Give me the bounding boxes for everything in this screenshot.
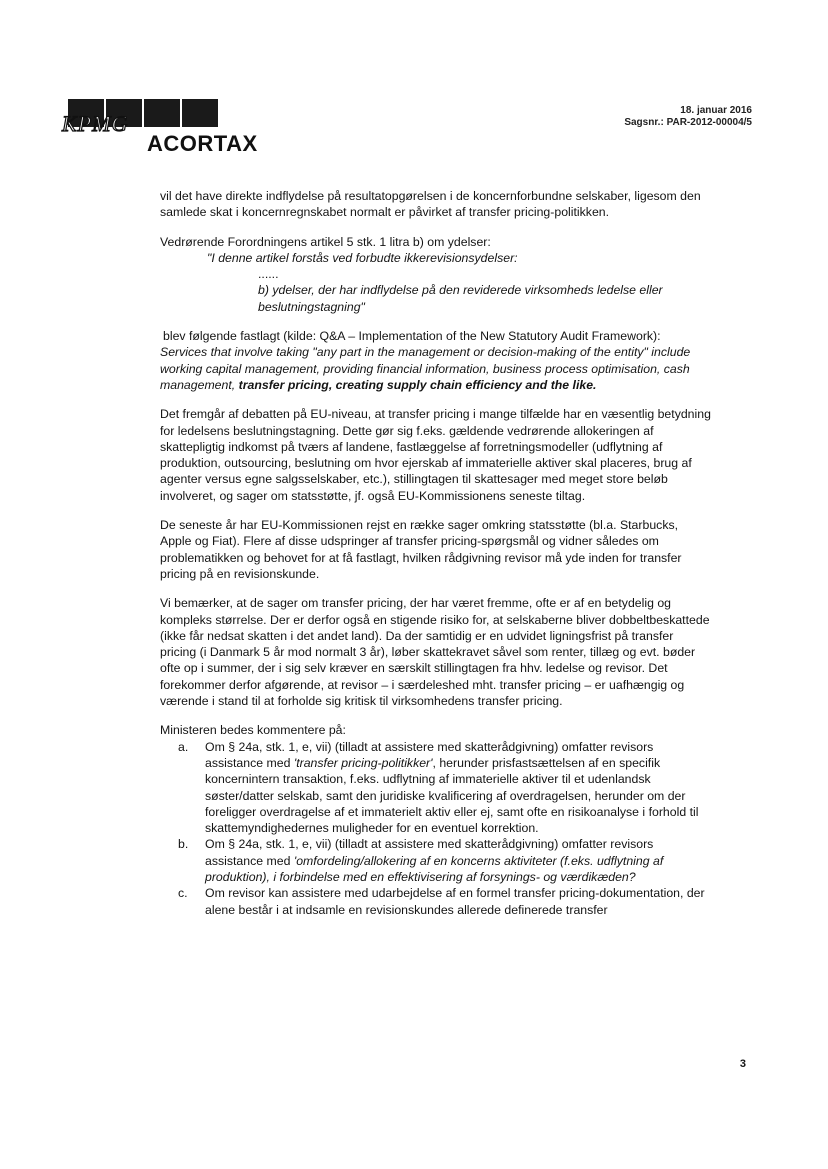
list-label-c: c. (178, 886, 188, 901)
list-label-b: b. (178, 837, 189, 852)
paragraph-3-quote (160, 344, 712, 393)
page-number: 3 (739, 1058, 746, 1070)
list-a-rest: , herunder prisfastsættelsen af en specifik koncernintern transaktion, f.eks. udflytning af immaterielle aktiver til et udenlandsk søster/datter selskab, samt den juridiske kvalificering af overdragelsen, herunder om der foreligger overdragelse af et immaterielt aktiv eller ej, samt ofte en risikoanalyse i forhold til skattemyndighedernes muligheder for en eventuel korrektion. (205, 755, 699, 836)
list-c-text: Om revisor kan assistere med udarbejdelse af en formel transfer pricing-dokumentation, der alene består i at indsamle en revisionskundes allerede definerede transfer (205, 886, 705, 917)
case-number: Sagsnr.: PAR-2012-00004/5 (624, 117, 752, 128)
document-meta (624, 105, 752, 129)
quote-english: Services that involve taking "any part in the management or decision-making of the entity" include working capital management, providing financial information, business process optimisation, cash management, (160, 345, 691, 392)
list-b-italic: 'omfordeling/allokering af en koncerns aktiviteter (f.eks. udflytning af produktion), i forbindelse med en effektivisering af forsynings- og værdikæden? (205, 853, 664, 884)
quote-intro: "I denne artikel forstås ved forbudte ikkerevisionsydelser: (207, 250, 518, 265)
list-a-italic: 'transfer pricing-politikker' (293, 755, 433, 770)
document-date: 18. januar 2016 (680, 105, 752, 116)
paragraph-5: De seneste år har EU-Kommissionen rejst en række sager omkring statsstøtte (bl.a. Starbucks, Apple og Fiat). Flere af disse udspringer af transfer pricing-spørgsmål og vidner således om problematikken og behovet for at få fastlagt, hvilken rådgivning revisor må yde inden for transfer pricing på en revisionskunde. (160, 518, 682, 581)
list-label-a: a. (178, 739, 189, 754)
kpmg-logo-text: KPMG (62, 111, 129, 136)
list-item-a (160, 739, 712, 837)
list-a-text: Om § 24a, stk. 1, e, vii) (tilladt at assistere med skatterådgivning) omfatter revisors assistance med (205, 739, 654, 770)
paragraph-3-intro: blev følgende fastlagt (kilde: Q&A – Implementation of the New Statutory Audit Framework): (163, 329, 661, 344)
paragraph-7: Ministeren bedes kommentere på: (160, 723, 346, 738)
quote-emphasis: transfer pricing, creating supply chain efficiency and the like. (238, 377, 597, 392)
quote-ellipsis: ...... (258, 267, 279, 282)
quote-item-b: b) ydelser, der har indflydelse på den reviderede virksomheds ledelse eller beslutningstagning" (258, 283, 663, 314)
paragraph-6: Vi bemærker, at de sager om transfer pricing, der har været fremme, ofte er af en betydelig og kompleks størrelse. Der er derfor også en stigende risiko for, at selskaberne bliver dobbeltbeskattede (ikke får nedsat skatten i det andet land). Da der samtidig er en udvidet ligningsfrist på transfer pricing (i Danmark 5 år mod normalt 3 år), løber skattekravet såvel som renter, tillæg og evt. bøder ofte op i summer, der i sig selv kræver en særskilt stillingtagen fra hhv. ledelse og revisor. Det forekommer derfor afgørende, at revisor – i særdeleshed mht. transfer pricing – er uafhængig og værende i stand til at forholde sig kritisk til virksomhedens transfer pricing. (160, 596, 710, 709)
document-body (160, 188, 712, 918)
question-list (160, 739, 712, 918)
list-item-b (160, 836, 712, 885)
acortax-logo-text: ACORTAX (147, 131, 258, 156)
list-item-c (160, 885, 712, 918)
list-b-text: Om § 24a, stk. 1, e, vii) (tilladt at assistere med skatterådgivning) omfatter revisors assistance med (205, 837, 654, 868)
paragraph-4: Det fremgår af debatten på EU-niveau, at transfer pricing i mange tilfælde har en væsentlig betydning for ledelsens beslutningstagning. Dette gør sig f.eks. gældende vedrørende allokeringen af skattepligtig indkomst på tværs af landene, fastlæggelse af forretningsmodeller (udflytning af produktion, outsourcing, beslutning om hvor ejerskab af immaterielle aktiver skal placeres, brug af agenter versus egne salgsselskaber, etc.), stillingtagen til skattesager med meget store beløb involveret, og sager om statsstøtte, jf. også EU-Kommissionens seneste tiltag. (160, 407, 711, 503)
kpmg-acortax-logo (62, 99, 282, 159)
paragraph-2: Vedrørende Forordningens artikel 5 stk. 1 litra b) om ydelser: (160, 234, 491, 249)
paragraph-1: vil det have direkte indflydelse på resultatopgørelsen i de koncernforbundne selskaber, ligesom den samlede skat i koncernregnskabet normalt er påvirket af transfer pricing-politikken. (160, 189, 701, 220)
